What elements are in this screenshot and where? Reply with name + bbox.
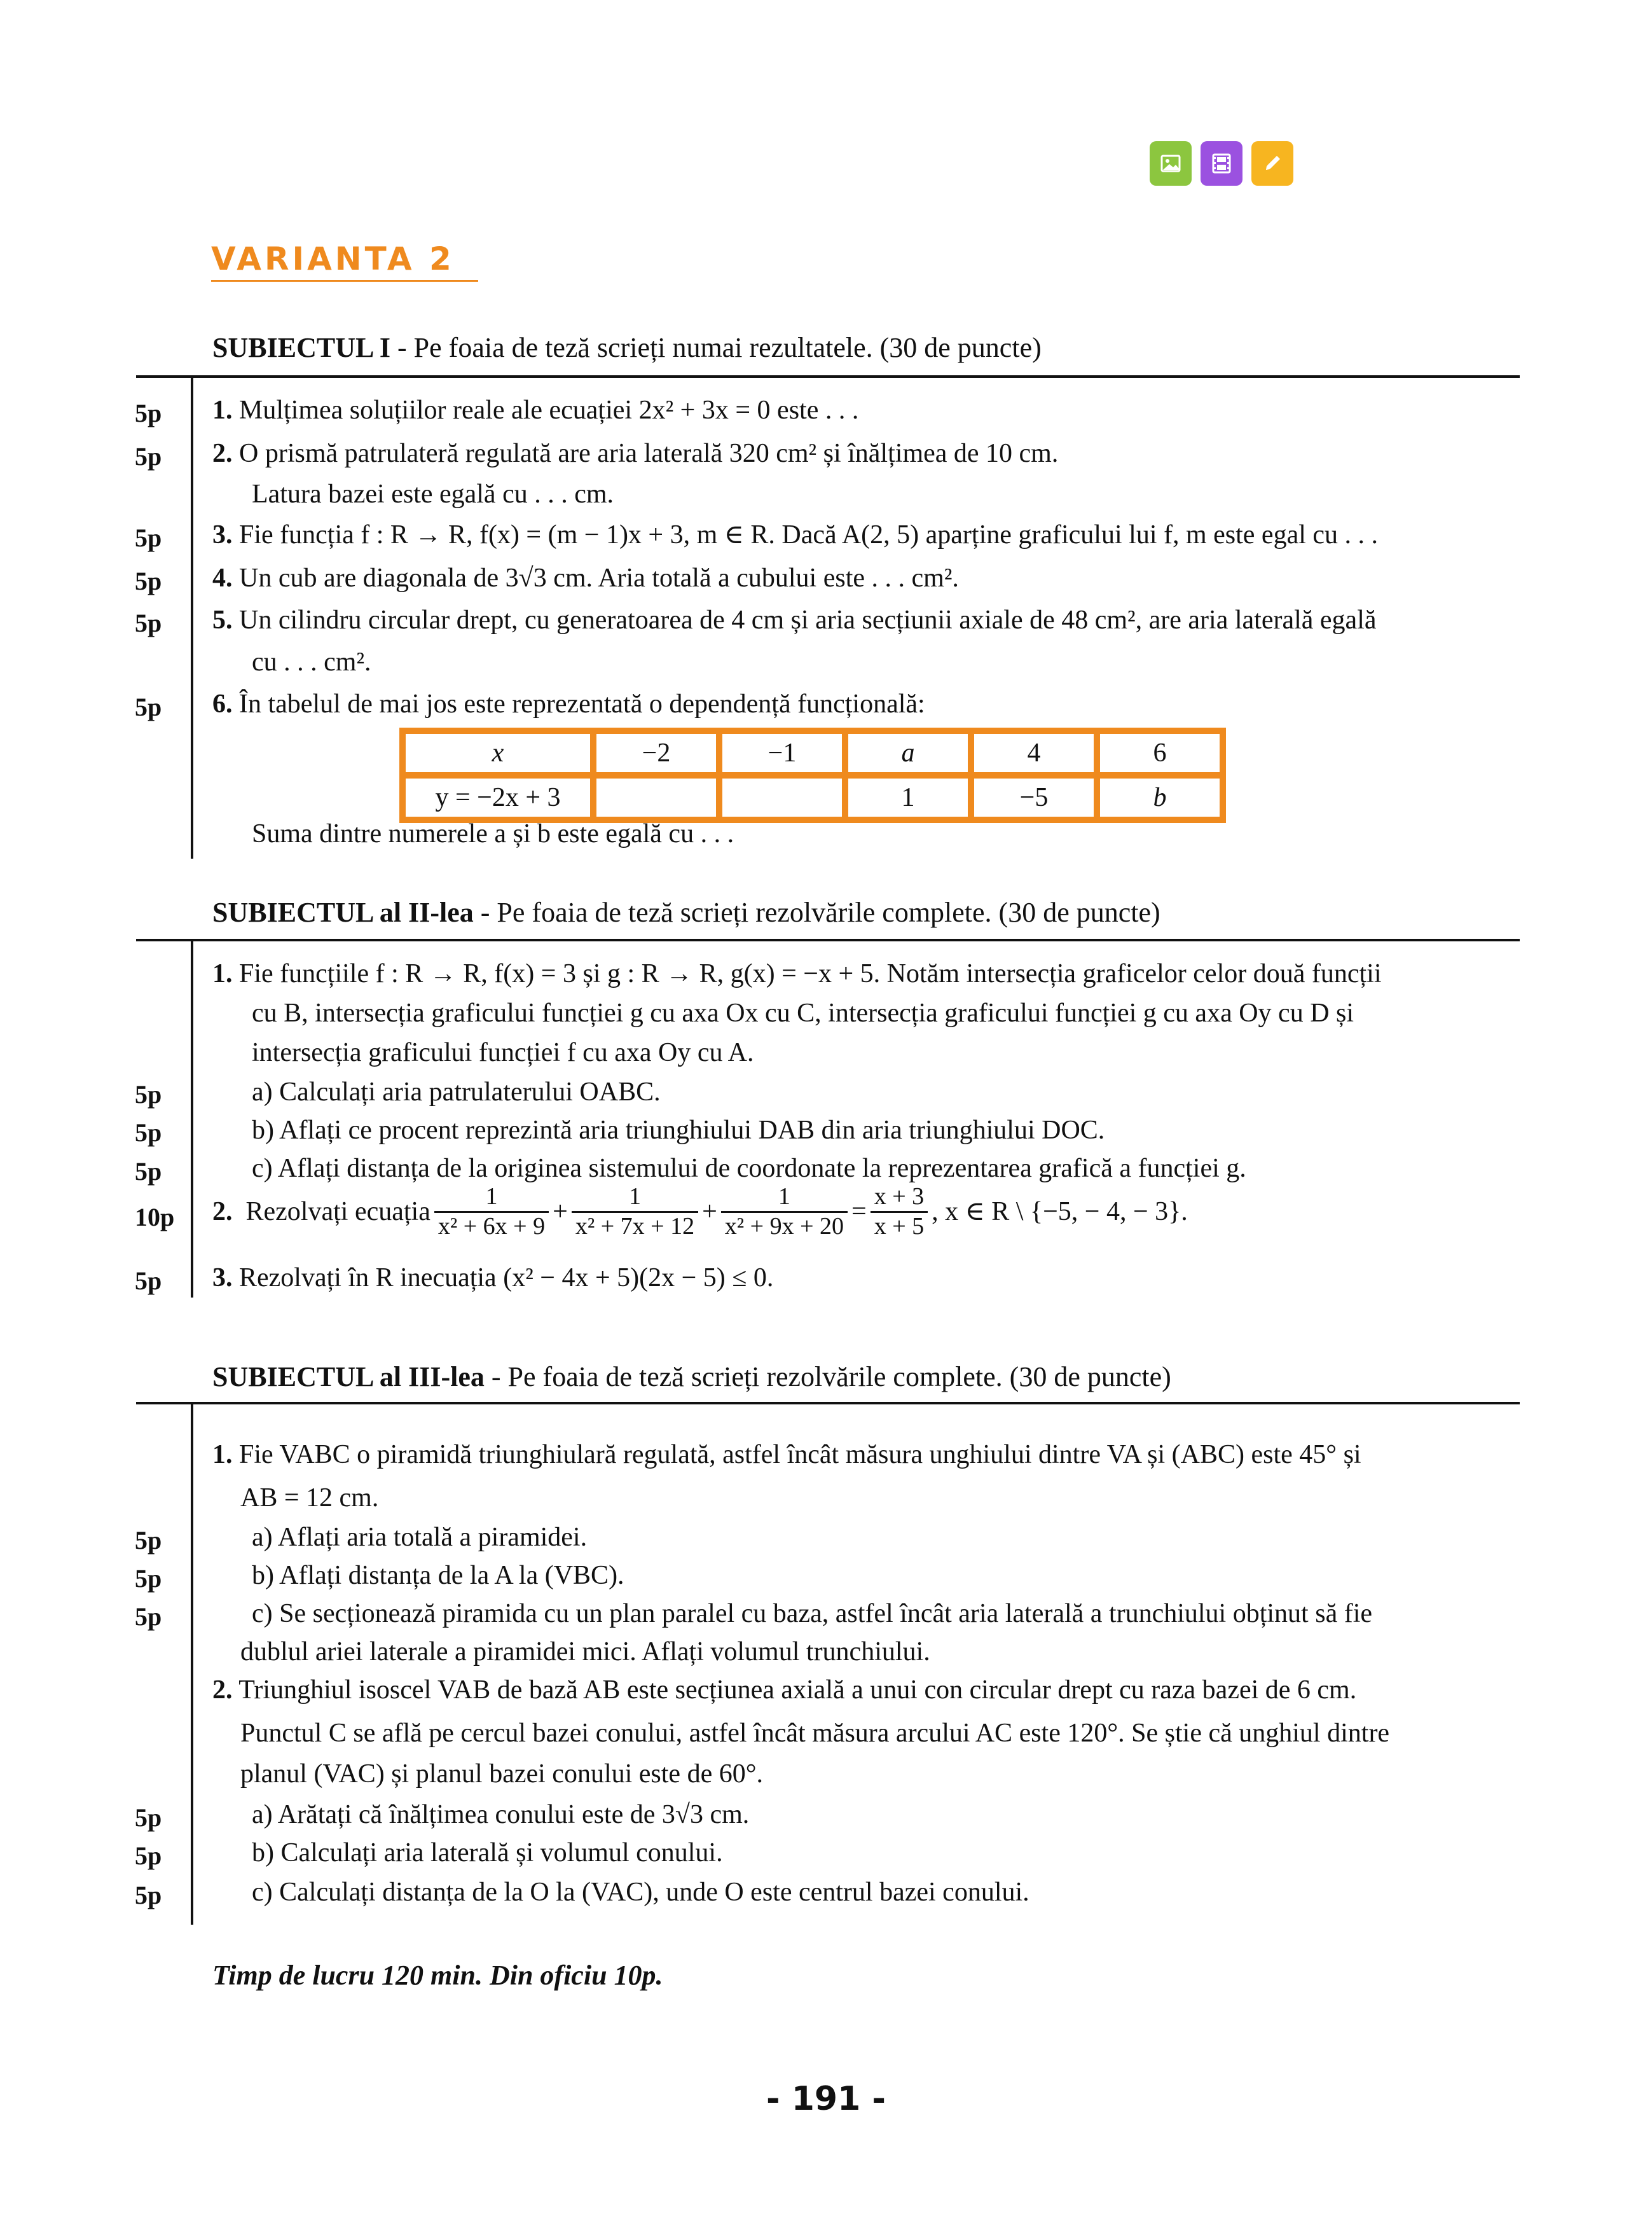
s1-item-3: 3. Fie funcția f : R → R, f(x) = (m − 1)x + 3, m ∈ R. Dacă A(2, 5) aparține graficului lui f, m este egal cu . . . — [212, 520, 1379, 550]
points-s2-2: 10p — [135, 1203, 175, 1231]
subject-1-margin-rule — [191, 378, 193, 859]
points-s2-1a: 5p — [135, 1080, 162, 1109]
fraction: $\frac{1}{\text{x² + 9x + 20}}$ — [721, 1184, 848, 1240]
s1-item-5: 5. Un cilindru circular drept, cu generatoarea de 4 cm și aria secțiunii axiale de 48 cm², are aria laterală egală — [212, 606, 1377, 635]
table-cell: 1 — [845, 775, 971, 820]
points-s1-5: 5p — [135, 609, 162, 637]
s3-item-2-cont2: planul (VAC) și planul bazei conului este de 60°. — [240, 1759, 764, 1789]
s3-item-1-cont: AB = 12 cm. — [240, 1483, 379, 1513]
points-s3-2c: 5p — [135, 1881, 162, 1909]
table-cell: x — [403, 731, 593, 775]
subject-2-label: SUBIECTUL al II-lea — [212, 897, 474, 928]
s1-item-1: 1. Mulțimea soluțiilor reale ale ecuației 2x² + 3x = 0 este . . . — [212, 396, 859, 425]
fraction: $\frac{x + 3}{x + 5}$ — [871, 1184, 928, 1240]
points-s1-6: 5p — [135, 693, 162, 721]
table-cell: y = −2x + 3 — [403, 775, 593, 820]
table-cell: −5 — [971, 775, 1097, 820]
s2-item-1-cont1: cu B, intersecția graficului funcției g cu axa Ox cu C, intersecția graficului funcției g cu axa Oy cu D și — [252, 999, 1354, 1028]
s3-item-2a: a) Arătați că înălțimea conului este de 3√3 cm. — [252, 1800, 750, 1829]
points-s2-1b: 5p — [135, 1118, 162, 1147]
table-cell: 6 — [1097, 731, 1223, 775]
image-icon[interactable] — [1150, 141, 1192, 186]
table-row — [403, 731, 1223, 775]
subject-3-instructions: - Pe foaia de teză scrieți rezolvările complete. (30 de puncte) — [484, 1361, 1171, 1392]
subject-2-margin-rule — [191, 941, 193, 1298]
subject-1-title — [212, 334, 1042, 362]
s2-item-1-cont2: intersecția graficului funcției f cu axa Oy cu A. — [252, 1038, 754, 1067]
s1-item-4: 4. Un cub are diagonala de 3√3 cm. Aria totală a cubului este . . . cm². — [212, 564, 959, 593]
subject-3-label: SUBIECTUL al III-lea — [212, 1361, 485, 1392]
subject-1-label: SUBIECTUL I — [212, 332, 391, 363]
s3-item-1: 1. Fie VABC o piramidă triunghiulară regulată, astfel încât măsura unghiului dintre VA și (ABC) este 45° și — [212, 1440, 1361, 1469]
s3-item-1a: a) Aflați aria totală a piramidei. — [252, 1523, 588, 1552]
points-s3-2b: 5p — [135, 1841, 162, 1870]
s3-item-2: 2. Triunghiul isoscel VAB de bază AB este secțiunea axială a unui con circular drept cu raza bazei de 6 cm. — [212, 1675, 1357, 1705]
subject-3-title — [212, 1363, 1171, 1391]
s2-item-1c: c) Aflați distanța de la originea sistemului de coordonate la reprezentarea grafică a funcției g. — [252, 1154, 1246, 1183]
s1-item-2: 2. O prismă patrulateră regulată are aria laterală 320 cm² și înălțimea de 10 cm. — [212, 439, 1059, 468]
table-cell: b — [1097, 775, 1223, 820]
film-icon[interactable] — [1201, 141, 1242, 186]
fraction: $\frac{1}{\text{x² + 6x + 9}}$ — [434, 1184, 549, 1240]
subject-2-instructions: - Pe foaia de teză scrieți rezolvările complete. (30 de puncte) — [473, 897, 1160, 928]
points-s1-4: 5p — [135, 567, 162, 595]
subject-3-margin-rule — [191, 1404, 193, 1925]
dependency-table — [399, 728, 1226, 823]
variant-title: VARIANTA 2 — [211, 240, 455, 277]
s2-item-1: 1. Fie funcțiile f : R → R, f(x) = 3 și g : R → R, g(x) = −x + 5. Notăm intersecția graficelor celor două funcții — [212, 959, 1382, 988]
points-s3-1c: 5p — [135, 1602, 162, 1631]
time-note: Timp de lucru 120 min. Din oficiu 10p. — [212, 1960, 663, 1991]
s3-item-1c: c) Se secționează piramida cu un plan paralel cu baza, astfel încât aria laterală a trunchiului obținut să fie — [252, 1599, 1373, 1628]
points-s2-3: 5p — [135, 1266, 162, 1295]
s2-item-1a: a) Calculați aria patrulaterului OABC. — [252, 1077, 661, 1107]
subject-3-rule — [136, 1402, 1520, 1404]
table-cell — [719, 775, 845, 820]
variant-underline — [211, 280, 478, 282]
subject-1-rule — [136, 375, 1520, 378]
s2-item-3: 3. Rezolvați în R inecuația (x² − 4x + 5)(2x − 5) ≤ 0. — [212, 1263, 774, 1292]
points-s3-2a: 5p — [135, 1803, 162, 1832]
subject-2-rule — [136, 939, 1520, 941]
s1-item-6-question: Suma dintre numerele a și b este egală cu . . . — [252, 819, 734, 848]
media-icons — [1150, 141, 1293, 186]
pencil-icon[interactable] — [1251, 141, 1293, 186]
s1-item-2-cont: Latura bazei este egală cu . . . cm. — [252, 480, 614, 509]
s3-item-1b: b) Aflați distanța de la A la (VBC). — [252, 1561, 624, 1590]
points-s3-1a: 5p — [135, 1526, 162, 1555]
s1-item-5-cont: cu . . . cm². — [252, 647, 371, 677]
s3-item-1c-cont: dublul ariei laterale a piramidei mici. Aflați volumul trunchiului. — [240, 1637, 930, 1666]
s3-item-2-cont1: Punctul C se află pe cercul bazei conului, astfel încât măsura arcului AC este 120°. Se știe că unghiul dintre — [240, 1719, 1390, 1748]
table-cell: a — [845, 731, 971, 775]
table-cell: −1 — [719, 731, 845, 775]
points-s2-1c: 5p — [135, 1157, 162, 1186]
subject-1-instructions: - Pe foaia de teză scrieți numai rezultatele. (30 de puncte) — [390, 332, 1042, 363]
s1-item-6: 6. În tabelul de mai jos este reprezentată o dependență funcțională: — [212, 689, 925, 719]
s2-item-2: 2. Rezolvați ecuația $\frac{1}{\text{x² + 6x + 9}}$ + $\frac{1}{\text{x² + 7x + 12}}$ + $\frac{1}{\text{x² + 9x + 20}}$ = $\frac{x + 3}{x + 5}$ , x ∈ R \ {−5, − 4, − 3}. — [212, 1183, 1188, 1240]
s2-item-1b: b) Aflați ce procent reprezintă aria triunghiului DAB din aria triunghiului DOC. — [252, 1116, 1105, 1145]
table-row — [403, 775, 1223, 820]
fraction: $\frac{1}{\text{x² + 7x + 12}}$ — [572, 1184, 698, 1240]
points-s1-1: 5p — [135, 399, 162, 427]
points-s1-3: 5p — [135, 523, 162, 552]
page-number: - 191 - — [766, 2080, 886, 2118]
table-cell — [593, 775, 719, 820]
table-cell: −2 — [593, 731, 719, 775]
subject-2-title — [212, 899, 1160, 927]
s3-item-2c: c) Calculați distanța de la O la (VAC), unde O este centrul bazei conului. — [252, 1878, 1029, 1907]
points-s1-2: 5p — [135, 442, 162, 471]
s3-item-2b: b) Calculați aria laterală și volumul conului. — [252, 1838, 723, 1867]
points-s3-1b: 5p — [135, 1564, 162, 1593]
table-cell: 4 — [971, 731, 1097, 775]
